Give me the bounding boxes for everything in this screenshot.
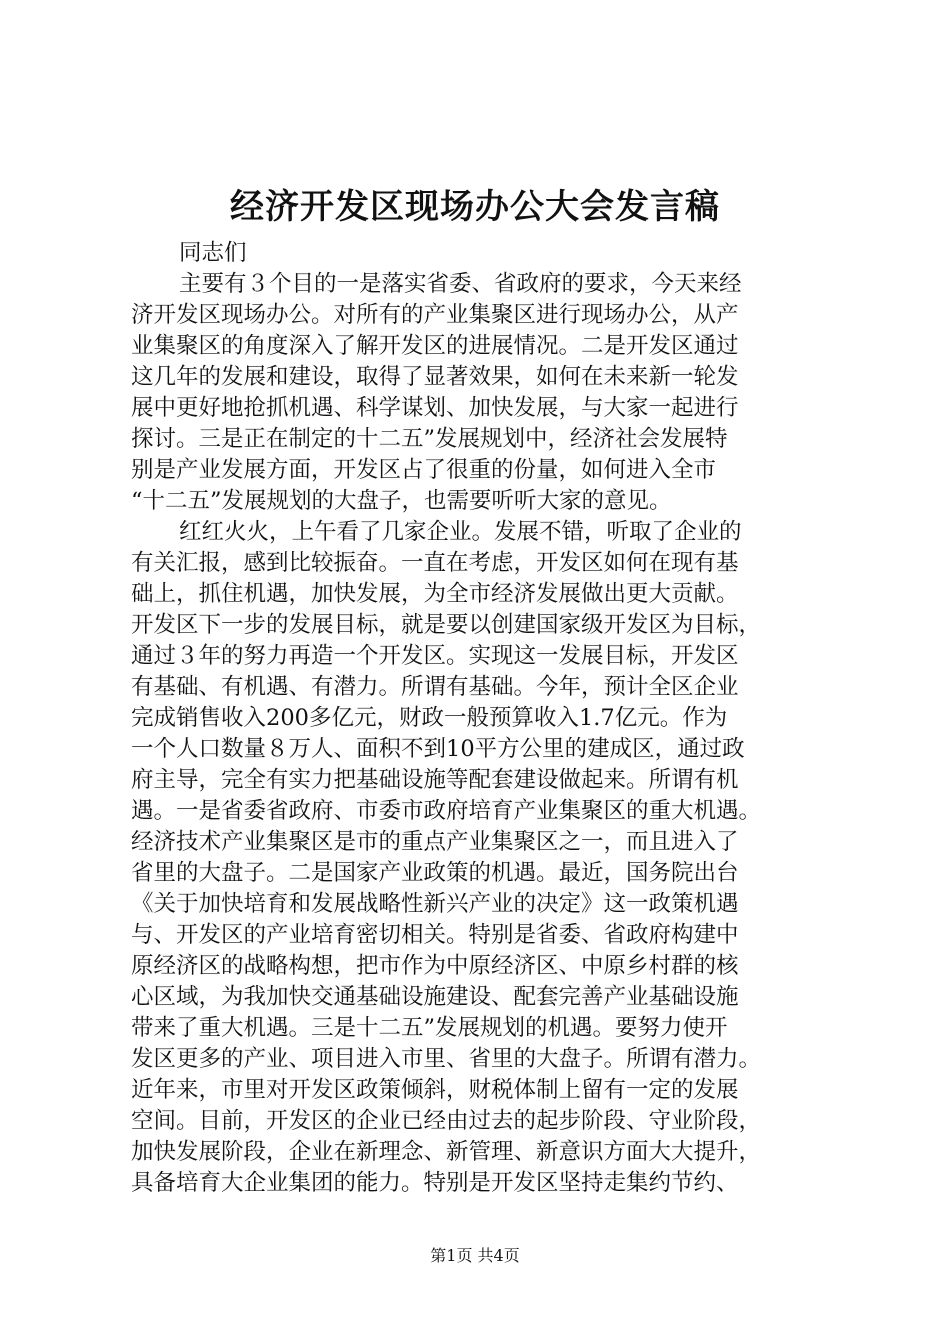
page-footer: 第1页 共4页 [430,1246,520,1265]
text-line: 发区更多的产业、项目进入市里、省里的大盘子。所谓有潜力。 [131,1046,762,1072]
text-line: 遇。一是省委省政府、市委市政府培育产业集聚区的重大机遇。 [131,798,762,824]
text-line: 府主导，完全有实力把基础设施等配套建设做起来。所谓有机 [131,767,739,793]
text-line: 加快发展阶段，企业在新理念、新管理、新意识方面大大提升， [131,1139,762,1165]
text-line: 有基础、有机遇、有潜力。所谓有基础。今年，预计全区企业 [131,674,739,700]
text-line: 通过３年的努力再造一个开发区。实现这一发展目标，开发区 [131,643,739,669]
text-line: 省里的大盘子。二是国家产业政策的机遇。最近，国务院出台 [131,860,739,886]
text-line: 完成销售收入200多亿元，财政一般预算收入1.7亿元。作为 [131,705,728,731]
text-line: 这几年的发展和建设，取得了显著效果，如何在未来新一轮发 [131,364,739,390]
text-line: 近年来，市里对开发区政策倾斜，财税体制上留有一定的发展 [131,1077,739,1103]
text-line: 空间。目前，开发区的企业已经由过去的起步阶段、守业阶段， [131,1108,762,1134]
text-line: 心区域，为我加快交通基础设施建设、配套完善产业基础设施 [131,984,739,1010]
salutation: 同志们 [179,240,247,266]
text-line: 原经济区的战略构想，把市作为中原经济区、中原乡村群的核 [131,953,739,979]
document-title: 经济开发区现场办公大会发言稿 [230,187,720,227]
text-line: 一个人口数量８万人、面积不到10平方公里的建成区，通过政 [131,736,745,762]
text-line: 主要有３个目的一是落实省委、省政府的要求，今天来经 [179,271,742,297]
text-line: 具备培育大企业集团的能力。特别是开发区坚持走集约节约、 [131,1170,739,1196]
text-line: 与、开发区的产业培育密切相关。特别是省委、省政府构建中 [131,922,739,948]
text-line: 础上，抓住机遇，加快发展，为全市经济发展做出更大贡献。 [131,581,739,607]
text-line: 探讨。三是正在制定的十二五”发展规划中，经济社会发展特 [131,426,728,452]
text-line: 开发区下一步的发展目标，就是要以创建国家级开发区为目标， [131,612,762,638]
text-line: 《关于加快培育和发展战略性新兴产业的决定》这一政策机遇 [131,891,739,917]
text-line: 红红火火，上午看了几家企业。发展不错，听取了企业的 [179,519,742,545]
text-line: 别是产业发展方面，开发区占了很重的份量，如何进入全市 [131,457,717,483]
text-line: 有关汇报，感到比较振奋。一直在考虑，开发区如何在现有基 [131,550,739,576]
text-line: 业集聚区的角度深入了解开发区的进展情况。二是开发区通过 [131,333,739,359]
document-body [131,238,831,1199]
paragraph-lines [131,269,831,1199]
text-line: 展中更好地抢抓机遇、科学谋划、加快发展，与大家一起进行 [131,395,739,421]
text-line: 济开发区现场办公。对所有的产业集聚区进行现场办公，从产 [131,302,739,328]
text-line: 带来了重大机遇。三是十二五”发展规划的机遇。要努力使开 [131,1015,728,1041]
text-line: 经济技术产业集聚区是市的重点产业集聚区之一，而且进入了 [131,829,739,855]
text-line: “十二五”发展规划的大盘子，也需要听听大家的意见。 [131,488,672,514]
